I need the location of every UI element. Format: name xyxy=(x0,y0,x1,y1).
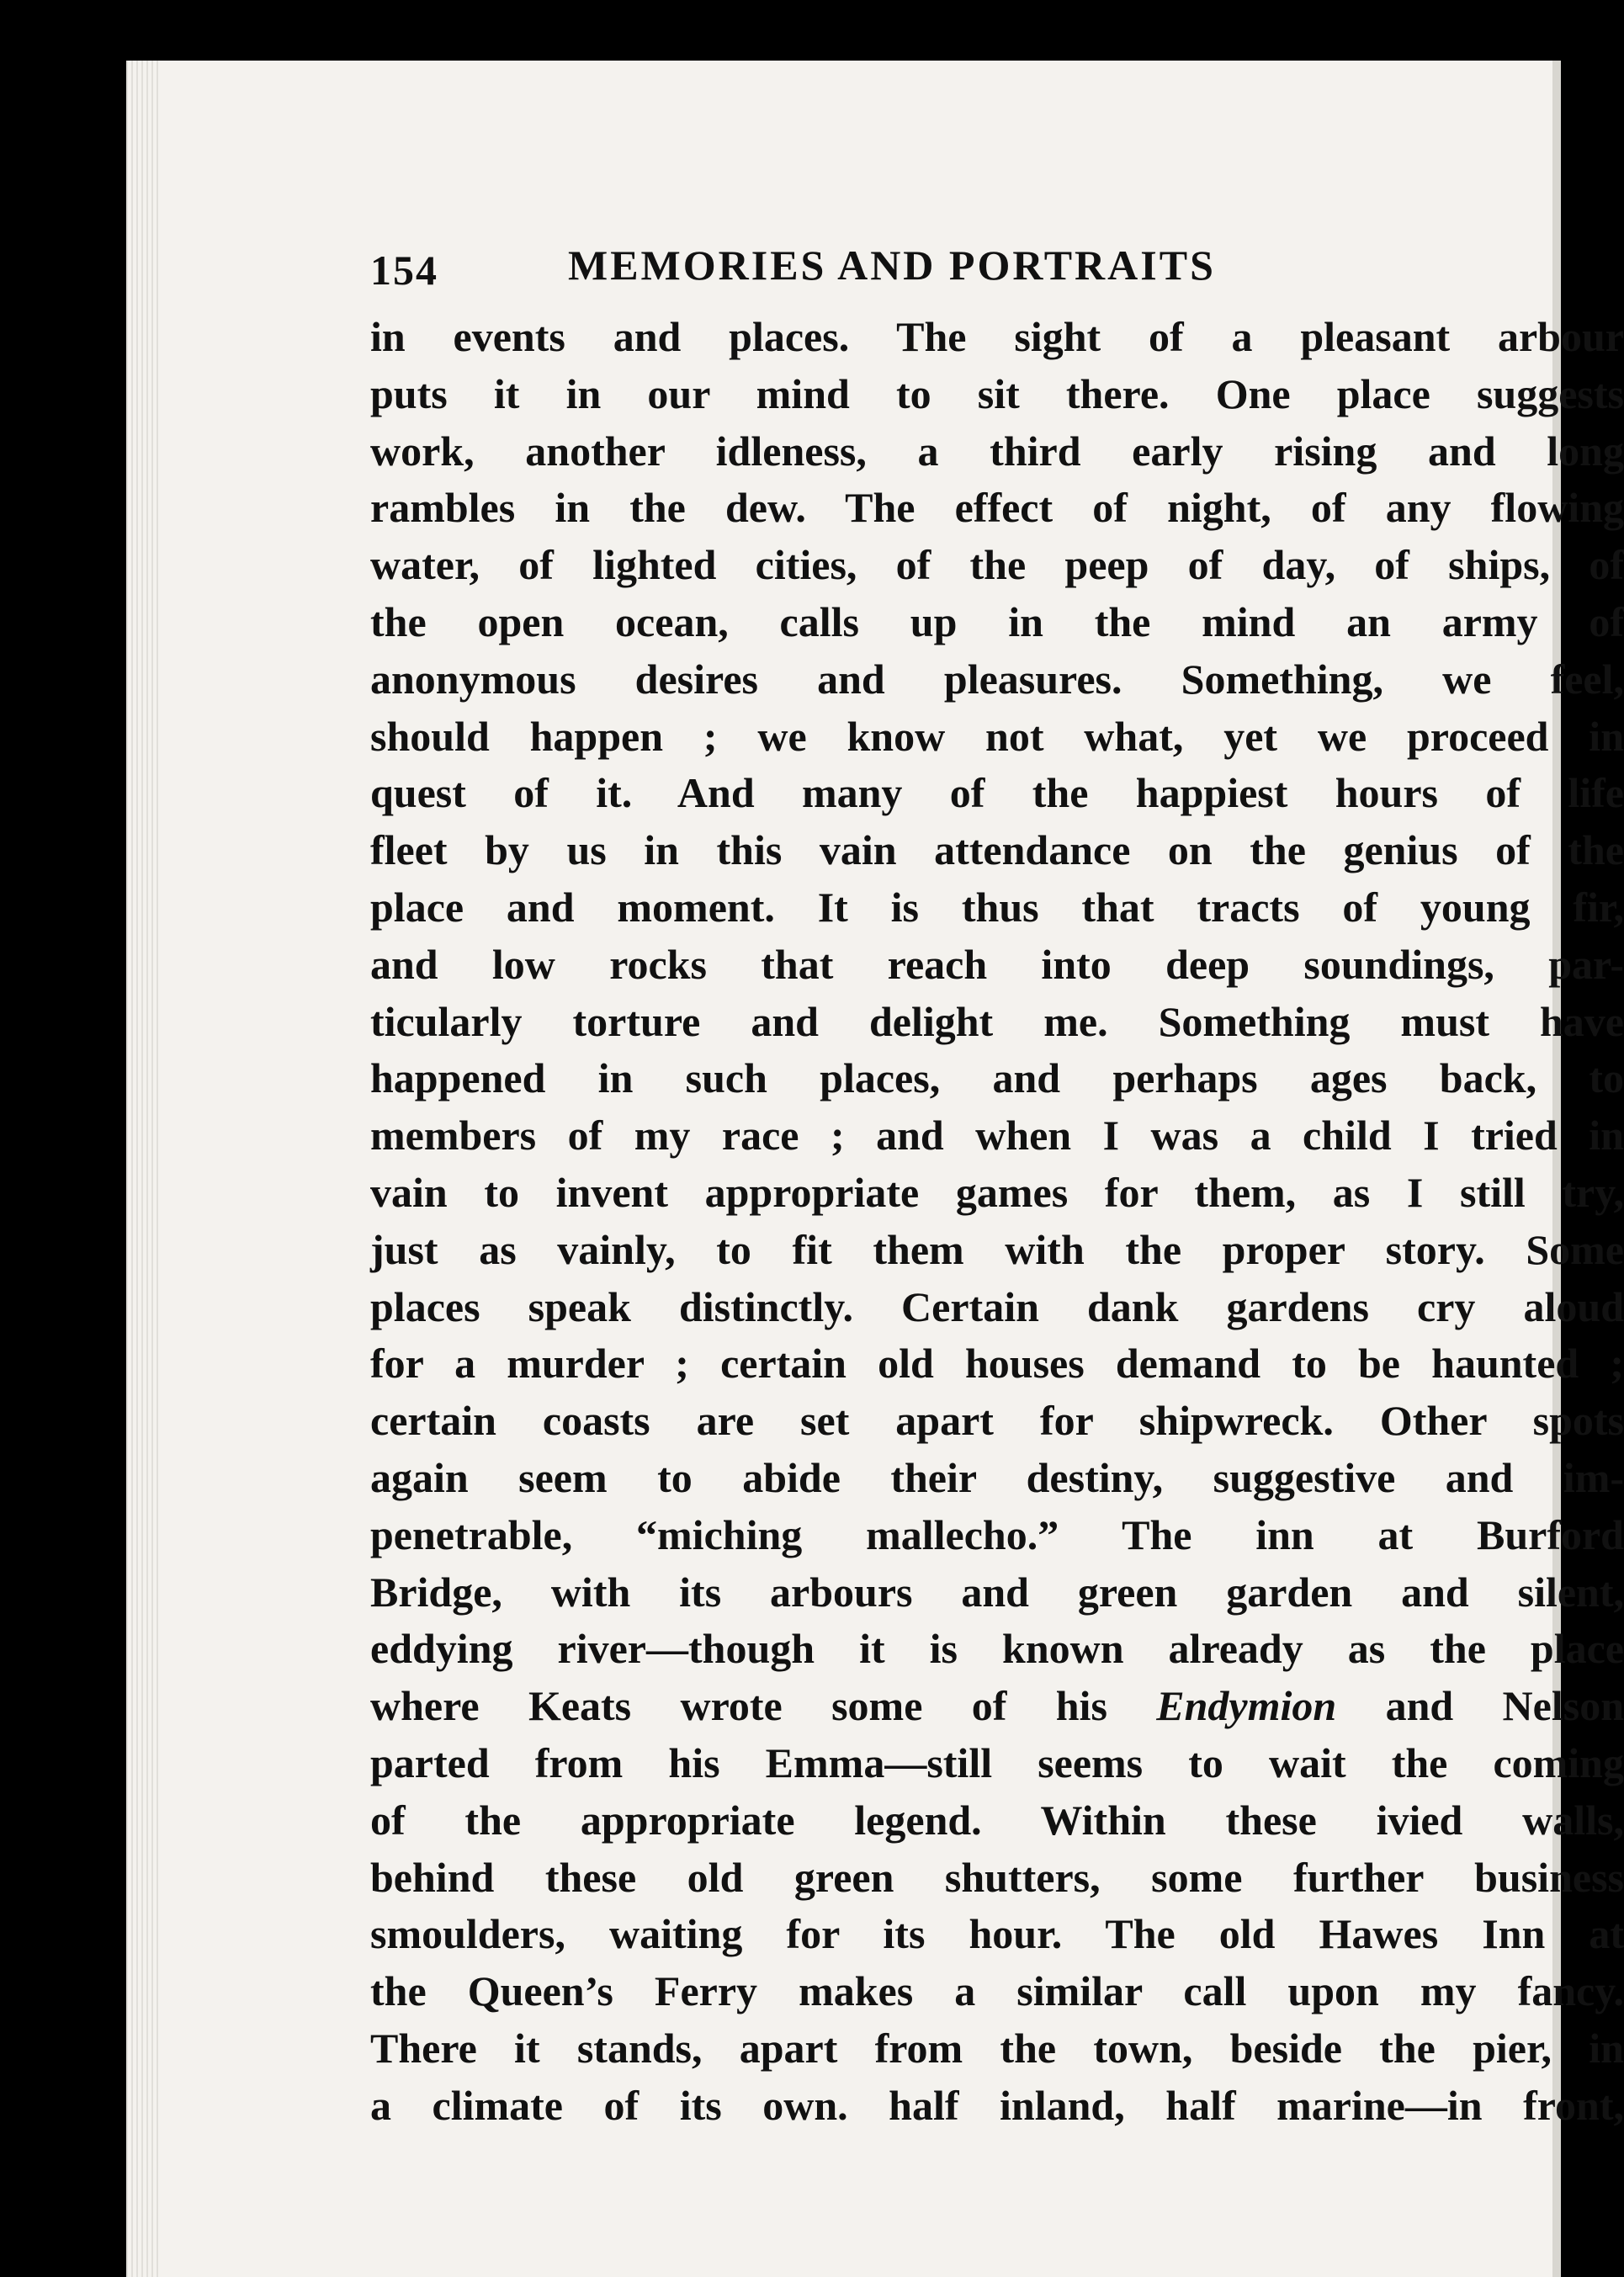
page-number: 154 xyxy=(370,247,438,294)
text-line-26: parted from his Emma—still seems to wait the coming xyxy=(370,1738,1624,1786)
text-line-1: in events and places. The sight of a pleasant arbour xyxy=(370,313,1624,360)
text-line-24: eddying river—though it is known already as the place xyxy=(370,1625,1624,1673)
text-line-25 xyxy=(370,1678,1624,1735)
page-content xyxy=(370,178,1624,2215)
text-line-16: vain to invent appropriate games for them, as I still try, xyxy=(370,1168,1624,1216)
text-line-13: ticularly torture and delight me. Something must have xyxy=(370,997,1624,1045)
page-gutter-shading xyxy=(126,61,160,2277)
running-head xyxy=(370,178,1624,294)
text-line-22: penetrable, “miching mallecho.” The inn at Burford xyxy=(370,1510,1624,1558)
text-line-25-end: and Nelson xyxy=(1385,1682,1624,1730)
text-line-12: and low rocks that reach into deep soundings, par- xyxy=(370,940,1624,988)
text-line-32: a climate of its own. half inland, half marine—in front, xyxy=(370,2081,1624,2129)
text-line-6: the open ocean, calls up in the mind an army of xyxy=(370,597,1624,645)
text-line-20: certain coasts are set apart for shipwreck. Other spots xyxy=(370,1397,1624,1445)
text-line-23: Bridge, with its arbours and green garden and silent, xyxy=(370,1568,1624,1616)
running-title: MEMORIES AND PORTRAITS xyxy=(568,242,1216,289)
text-line-25-start: where Keats wrote some of his xyxy=(370,1682,1107,1730)
text-line-18: places speak distinctly. Certain dank gardens cry aloud xyxy=(370,1282,1624,1330)
body-text xyxy=(370,309,1624,2135)
book-page xyxy=(126,61,1624,2277)
text-line-8: should happen ; we know not what, yet we proceed in xyxy=(370,712,1624,760)
text-line-9: quest of it. And many of the happiest hours of life xyxy=(370,769,1624,817)
text-line-14: happened in such places, and perhaps ages back, to xyxy=(370,1054,1624,1102)
text-line-4: rambles in the dew. The effect of night, of any flowing xyxy=(370,484,1624,532)
text-line-29: smoulders, waiting for its hour. The old Hawes Inn at xyxy=(370,1910,1624,1958)
text-line-15: members of my race ; and when I was a child I tried in xyxy=(370,1112,1624,1160)
text-line-17: just as vainly, to fit them with the proper story. Some xyxy=(370,1225,1624,1273)
text-line-11: place and moment. It is thus that tracts of young fir, xyxy=(370,883,1624,931)
text-line-30: the Queen’s Ferry makes a similar call upon my fancy. xyxy=(370,1967,1624,2015)
text-line-5: water, of lighted cities, of the peep of day, of ships, of xyxy=(370,541,1624,589)
text-line-10: fleet by us in this vain attendance on the genius of the xyxy=(370,826,1624,874)
text-line-3: work, another idleness, a third early rising and long xyxy=(370,427,1624,475)
text-line-27: of the appropriate legend. Within these ivied walls, xyxy=(370,1796,1624,1844)
text-line-2: puts it in our mind to sit there. One place suggests xyxy=(370,369,1624,417)
text-line-21: again seem to abide their destiny, suggestive and im- xyxy=(370,1453,1624,1501)
text-line-7: anonymous desires and pleasures. Something, we feel, xyxy=(370,655,1624,703)
italic-title-endymion: Endymion xyxy=(1156,1682,1337,1730)
text-line-28: behind these old green shutters, some further business xyxy=(370,1853,1624,1901)
text-line-19: for a murder ; certain old houses demand to be haunted ; xyxy=(370,1340,1624,1388)
text-line-31: There it stands, apart from the town, beside the pier, in xyxy=(370,2024,1624,2072)
